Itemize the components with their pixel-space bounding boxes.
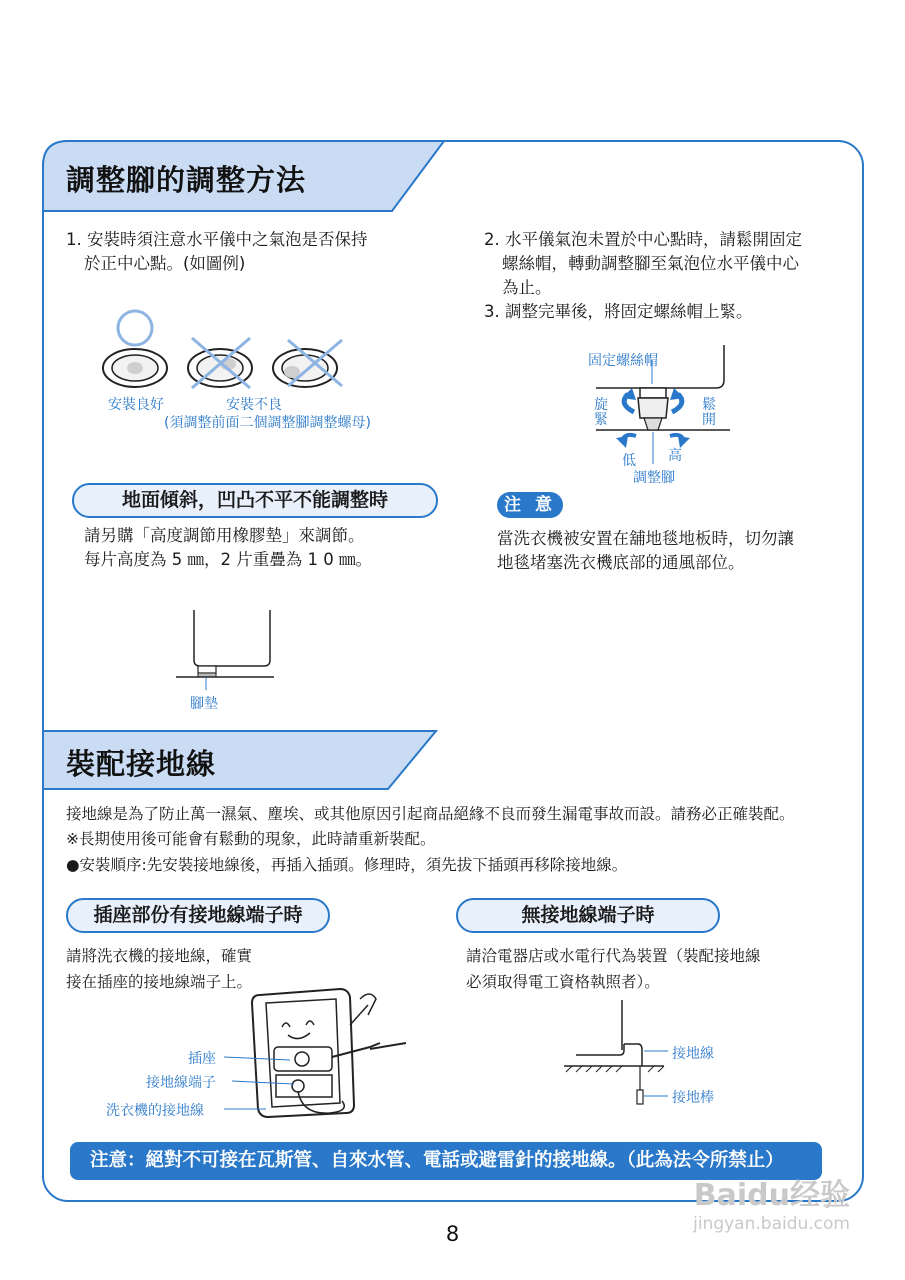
ground-rod-label: 接地棒 — [672, 1090, 714, 1106]
watermark-url: jingyan.baidu.com — [693, 1214, 850, 1234]
slope-pill: 地面傾斜，凹凸不平不能調整時 — [72, 483, 438, 518]
watermark-brand: Baidu经验 — [693, 1178, 850, 1213]
step1-line2: 於正中心點。(如圖例) — [84, 254, 246, 273]
step2-line3: 為止。 — [502, 278, 552, 297]
section2-title: 裝配接地線 — [66, 747, 217, 781]
good-o-mark-icon — [118, 311, 152, 345]
bad-note: (須調整前面二個調整腳調整螺母) — [164, 415, 371, 431]
rubber-pad-illustration — [176, 610, 276, 695]
right-text-line2: 必須取得電工資格執照者）。 — [466, 973, 660, 991]
loosen-label: 鬆開 — [702, 397, 716, 428]
terminal-label: 接地線端子 — [146, 1075, 216, 1091]
right-text-line1: 請洽電器店或水電行代為裝置（裝配接地線 — [466, 947, 761, 965]
nut-label: 固定螺絲帽 — [588, 353, 658, 369]
ground-intro-3: ●安裝順序:先安裝接地線後，再插入插頭。修理時，須先拔下插頭再移除接地線。 — [66, 856, 628, 874]
step1-line1: 1. 安裝時須注意水平儀中之氣泡是否保持 — [66, 230, 368, 249]
foot-label: 調整腳 — [633, 470, 675, 486]
warning-bar: 注意：絕對不可接在瓦斯管、自來水管、電話或避雷針的接地線。（此為法令所禁止） — [70, 1142, 822, 1180]
step2-line2: 螺絲帽，轉動調整腳至氣泡位水平儀中心 — [502, 254, 799, 273]
tighten-label: 旋緊 — [594, 397, 608, 428]
bad-label: 安裝不良 — [226, 397, 282, 413]
step2-line1: 2. 水平儀氣泡未置於中心點時，請鬆開固定 — [484, 230, 802, 249]
slope-text-line2: 每片高度為 5 ㎜，2 片重疊為 1 0 ㎜。 — [84, 550, 372, 569]
ground-rod-diagram — [560, 1000, 680, 1120]
no-terminal-pill: 無接地線端子時 — [456, 898, 720, 933]
washer-wire-label: 洗衣機的接地線 — [106, 1103, 204, 1119]
step3: 3. 調整完畢後，將固定螺絲帽上緊。 — [484, 302, 753, 321]
terminal-pill: 插座部份有接地線端子時 — [66, 898, 330, 933]
left-text-line2: 接在插座的接地線端子上。 — [66, 973, 253, 991]
socket-label: 插座 — [188, 1051, 216, 1067]
pad-label: 腳墊 — [190, 696, 218, 712]
section1-title: 調整腳的調整方法 — [66, 163, 307, 197]
slope-text-line1: 請另購「高度調節用橡膠墊」來調節。 — [84, 526, 365, 545]
ground-intro-2: ※長期使用後可能會有鬆動的現象，此時請重新裝配。 — [66, 830, 436, 848]
outlet-leader-lines — [220, 1050, 310, 1120]
note-badge: 注 意 — [497, 492, 563, 518]
good-label: 安裝良好 — [108, 397, 164, 413]
note-text-line1: 當洗衣機被安置在舖地毯地板時，切勿讓 — [497, 529, 794, 548]
level-examples-illustration — [100, 300, 360, 400]
note-text-line2: 地毯堵塞洗衣機底部的通風部位。 — [497, 553, 745, 572]
ground-intro-1: 接地線是為了防止萬一濕氣、塵埃、或其他原因引起商品絕緣不良而發生漏電事故而設。請務必正確裝配。 — [66, 805, 795, 823]
low-label: 低 — [622, 453, 636, 469]
high-label: 高 — [668, 448, 682, 464]
left-text-line1: 請將洗衣機的接地線，確實 — [66, 947, 253, 965]
page-number: 8 — [445, 1222, 460, 1246]
ground-wire-label: 接地線 — [672, 1046, 714, 1062]
